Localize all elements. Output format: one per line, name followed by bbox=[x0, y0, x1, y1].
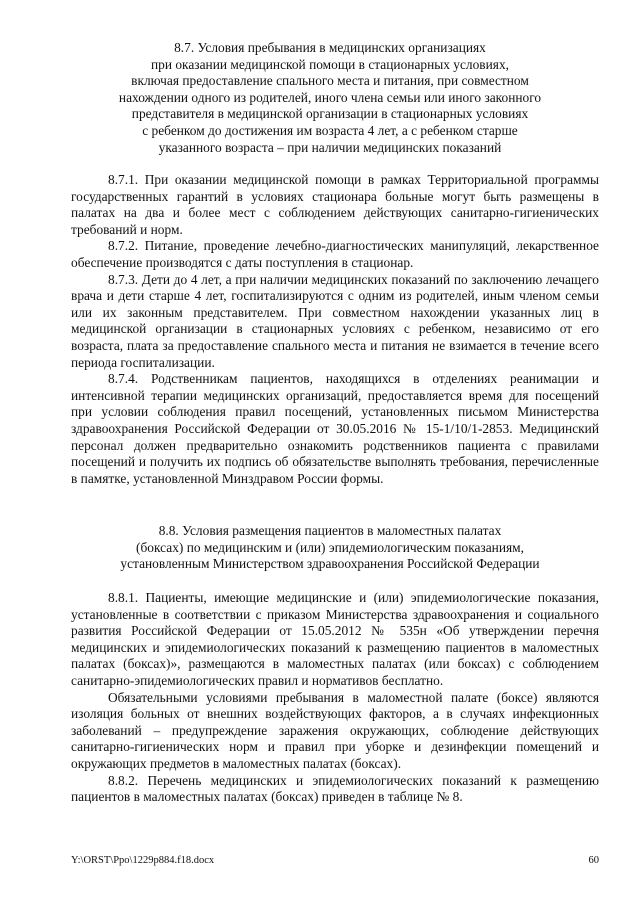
heading-line: включая предоставление спального места и питания, при совместном bbox=[131, 73, 529, 89]
section-8-8-body bbox=[71, 590, 599, 806]
heading-line: (боксах) по медицинским и (или) эпидемиологическим показаниям, bbox=[136, 539, 524, 555]
page-number: 60 bbox=[588, 855, 599, 866]
section-8-7-body bbox=[71, 172, 599, 487]
paragraph-mandatory-conditions: Обязательными условиями пребывания в маломестной палате (боксе) являются изоляция больных от внешних воздействующих факторов, а в случаях инфекционных заболеваний – предупреждение заражения окружающих, соблюдение действующих санитарно-гигиенических норм и правил при уборке и дезинфекции помещений и окружающих предметов в маломестных палатах (боксах). bbox=[71, 689, 599, 771]
paragraph-8-7-2: 8.7.2. Питание, проведение лечебно-диагностических манипуляций, лекарственное обеспечение производятся с даты поступления в стационар. bbox=[71, 238, 599, 270]
heading-line: 8.7. Условия пребывания в медицинских организациях bbox=[174, 40, 486, 55]
heading-line: нахождении одного из родителей, иного члена семьи или иного законного bbox=[118, 89, 542, 105]
paragraph-8-7-3: 8.7.3. Дети до 4 лет, а при наличии медицинских показаний по заключению лечащего врача и дети старше 4 лет, госпитализируются с одним из родителей, иным членом семьи или их законным представителем. При совместном нахождении указанных лиц в медицинской организации в стационарных условиях с ребенком, независимо от его возраста, плата за предоставление спального места и питания не взимается в течение всего периода госпитализации. bbox=[71, 271, 599, 370]
heading-line: указанного возраста – при наличии медицинских показаний bbox=[158, 139, 502, 155]
heading-line: представителя в медицинской организации в стационарных условиях bbox=[131, 106, 529, 122]
paragraph-8-8-1: 8.8.1. Пациенты, имеющие медицинские и (или) эпидемиологические показания, установленные в соответствии с приказом Министерства здравоохранения и социального развития Российской Федерации от 15.05.2012 № 535н «Об утверждении перечня медицинских и эпидемиологических показаний к размещению пациентов в маломестных палатах (боксах)», размещаются в маломестных палатах (или боксах) с соблюдением санитарно-эпидемиологических правил и нормативов бесплатно. bbox=[71, 590, 599, 688]
paragraph-8-8-2: 8.8.2. Перечень медицинских и эпидемиологических показаний к размещению пациентов в маломестных палатах (боксах) приведен в таблице № 8. bbox=[71, 772, 599, 805]
paragraph-8-7-1: 8.7.1. При оказании медицинской помощи в рамках Территориальной программы государственных гарантий в условиях стационара больные могут быть размещены в палатах на два и более мест с соблюдением действующих санитарно-гигиенических требований и норм. bbox=[71, 172, 599, 237]
section-8-8-heading bbox=[60, 523, 600, 573]
file-path: Y:\ORST\Ppo\1229p884.f18.docx bbox=[71, 855, 215, 866]
heading-line: с ребенком до достижения им возраста 4 лет, а с ребенком старше bbox=[142, 122, 518, 138]
paragraph-8-7-4: 8.7.4. Родственникам пациентов, находящихся в отделениях реанимации и интенсивной терапии медицинских организаций, предоставляется время для посещений при условии соблюдения правил посещений, установленных письмом Министерства здравоохранения Российской Федерации от 30.05.2016 № 15-1/10/1-2853. Медицинский персонал должен предварительно ознакомить родственников пациента с правилами посещений и получить их подпись об обязательстве выполнять требования, перечисленные в памятке, установленной Минздравом России формы. bbox=[71, 371, 599, 486]
heading-line: при оказании медицинской помощи в стационарных условиях, bbox=[150, 56, 509, 72]
heading-line: установленным Министерством здравоохранения Российской Федерации bbox=[120, 556, 540, 572]
section-8-7-heading bbox=[60, 40, 600, 156]
heading-line: 8.8. Условия размещения пациентов в маломестных палатах bbox=[158, 523, 502, 538]
